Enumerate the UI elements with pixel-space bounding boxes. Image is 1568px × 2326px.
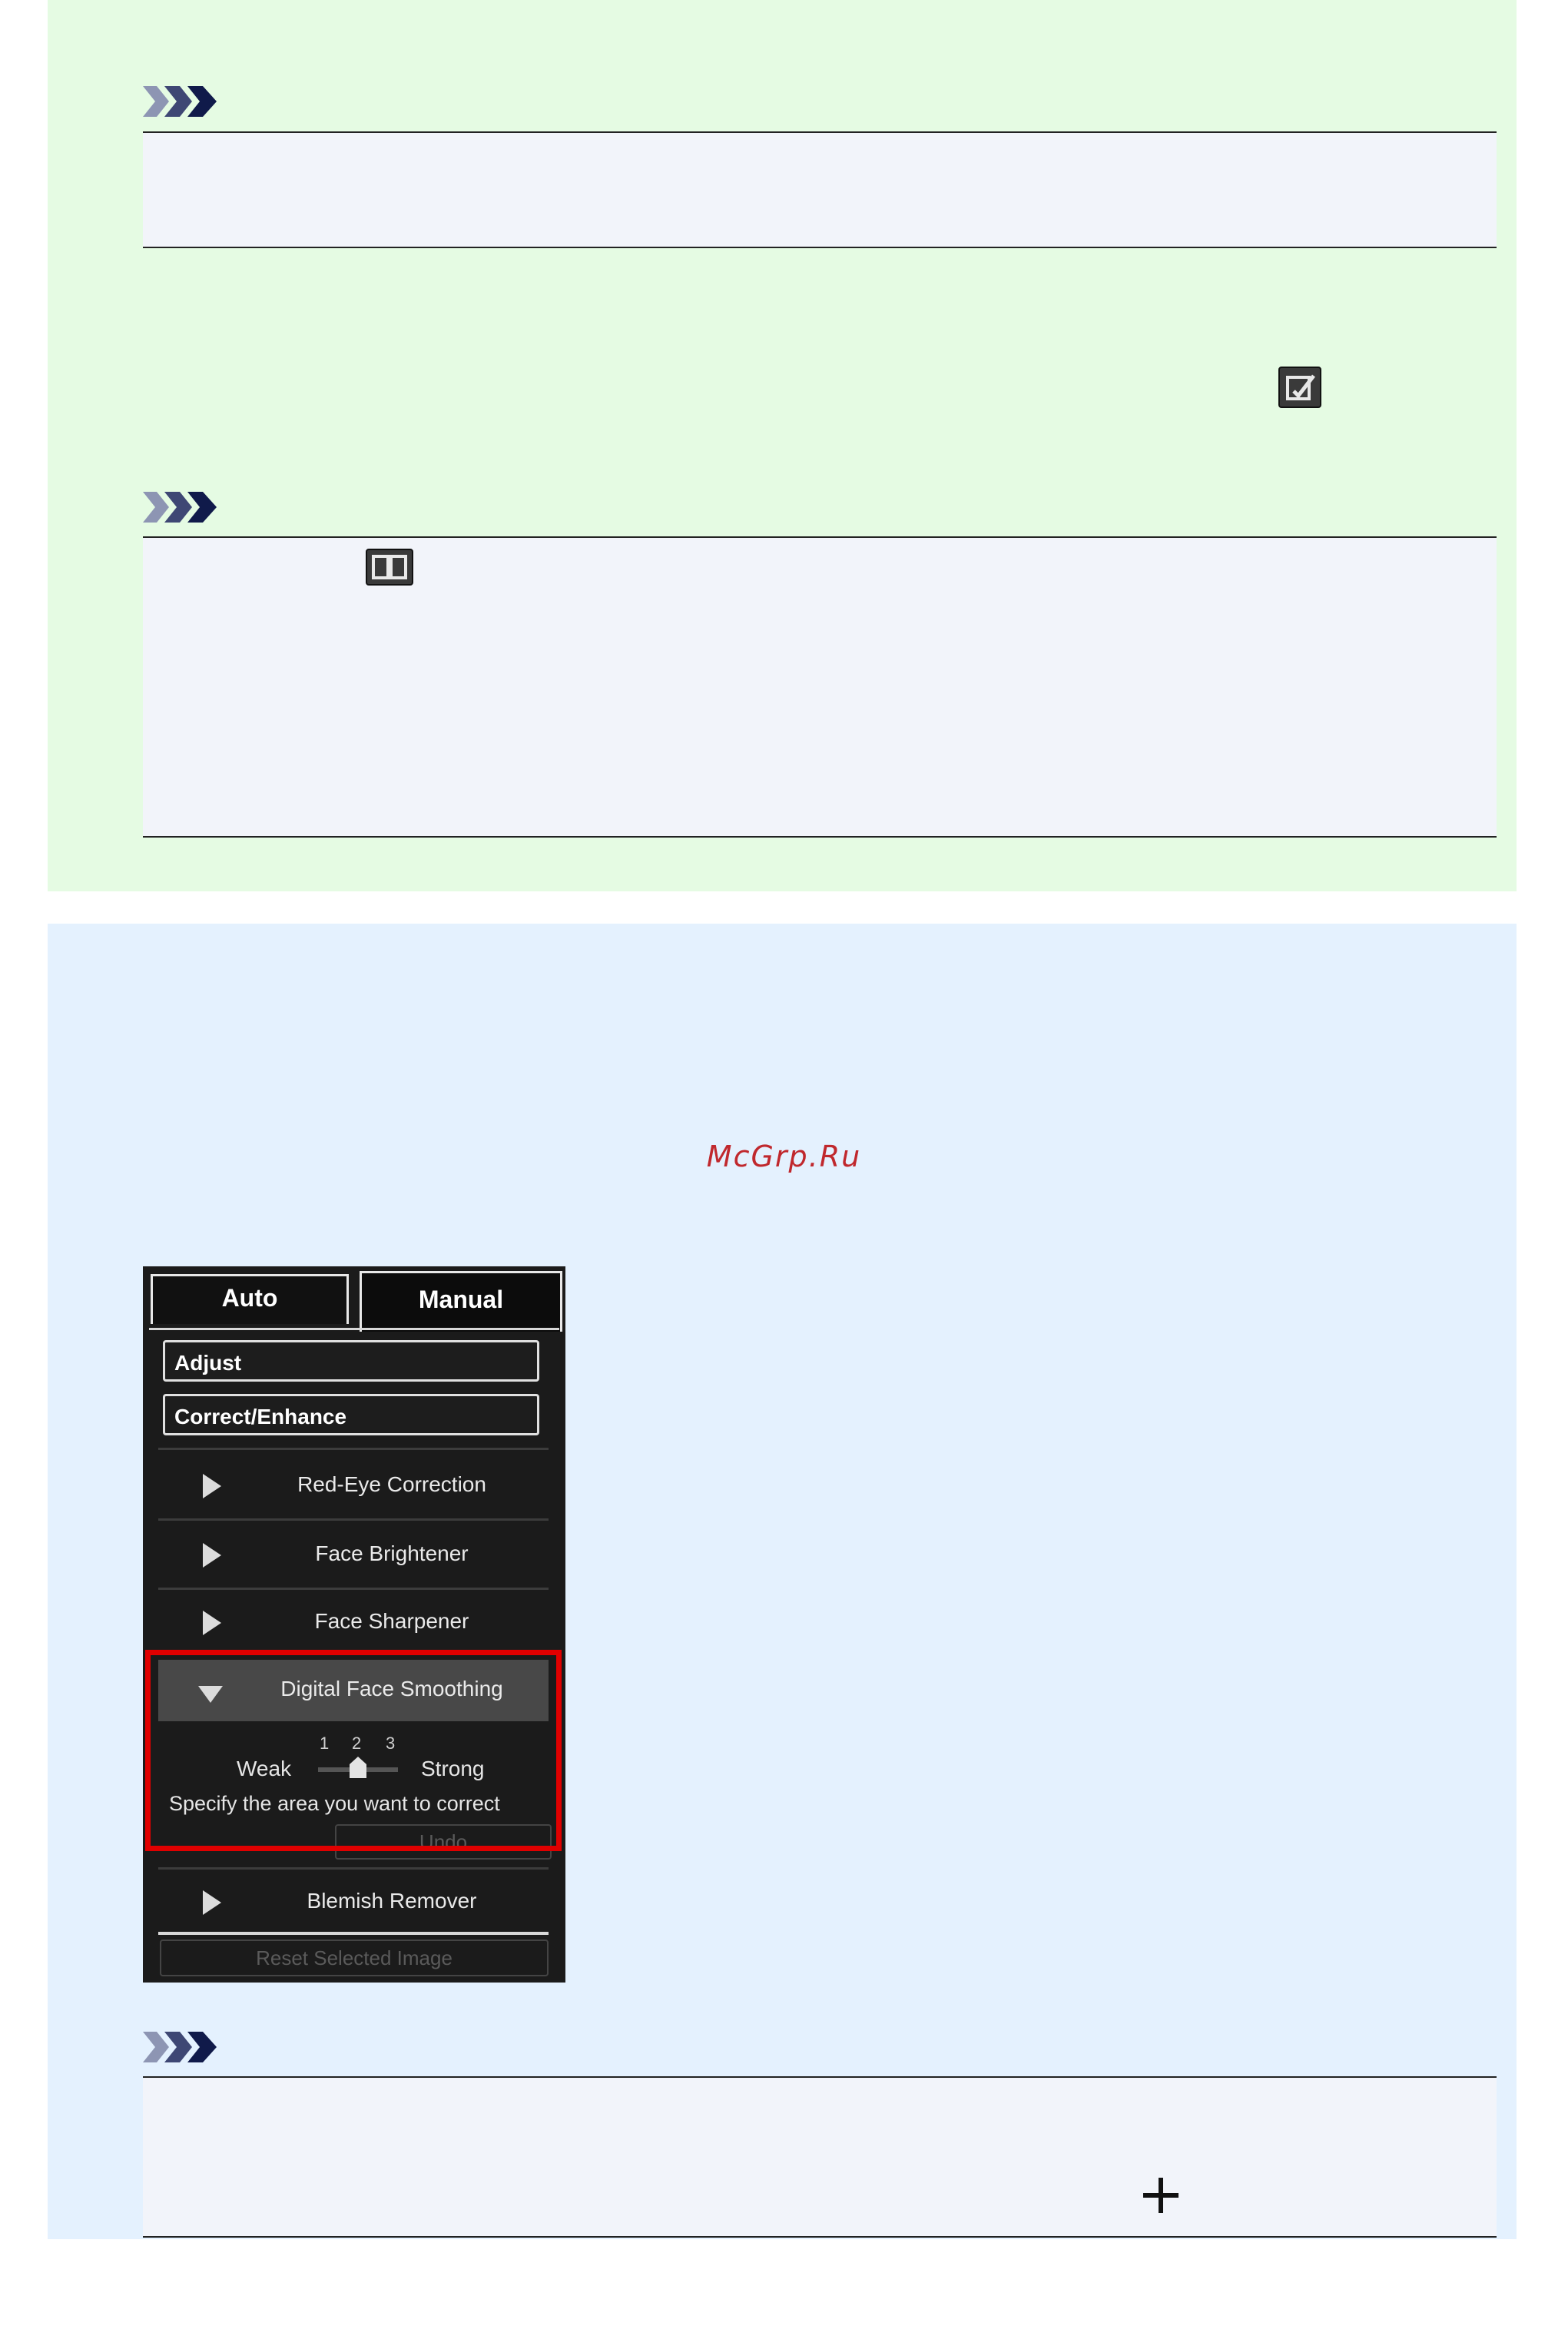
note-box [143,2076,1497,2238]
highlight-frame [145,1650,562,1851]
expand-arrow-icon [203,1543,221,1568]
compare-icon [366,549,413,586]
tab-auto[interactable]: Auto [151,1274,349,1324]
divider [158,1588,549,1590]
menu-item-digital-face-smoothing[interactable]: Digital Face Smoothing [158,1660,549,1721]
menu-item-red-eye-correction[interactable]: Red-Eye Correction [158,1455,549,1517]
watermark: McGrp.Ru [706,1140,862,1173]
crosshair-icon [1142,2176,1180,2215]
expand-arrow-icon [203,1890,221,1915]
note-icon [143,2030,220,2064]
slider-tick: 1 [320,1734,330,1753]
tab-manual[interactable]: Manual [360,1271,562,1332]
divider [158,1448,549,1450]
menu-item-face-brightener[interactable]: Face Brightener [158,1525,549,1586]
tab-baseline [149,1328,559,1330]
strong-label: Strong [421,1757,485,1780]
note-icon [143,490,220,524]
note-box [143,131,1497,248]
weak-label: Weak [237,1757,292,1780]
note-icon [143,85,220,118]
menu-item-face-sharpener[interactable]: Face Sharpener [158,1592,549,1654]
divider [158,1867,549,1870]
correct-enhance-button[interactable]: Correct/Enhance [163,1394,539,1435]
instruction-text: Specify the area you want to correct [169,1792,500,1815]
divider [158,1518,549,1521]
expand-arrow-icon [203,1474,221,1498]
slider-tick: 2 [352,1734,362,1753]
menu-item-blemish-remover[interactable]: Blemish Remover [158,1872,549,1933]
reset-selected-image-button[interactable]: Reset Selected Image [160,1939,549,1976]
undo-button[interactable]: Undo [335,1824,552,1860]
slider-tick: 3 [386,1734,396,1753]
correction-panel [143,1266,565,1983]
note-box [143,536,1497,838]
divider [158,1932,549,1935]
edit-icon [1278,367,1321,408]
expand-arrow-icon [203,1611,221,1635]
adjust-button[interactable]: Adjust [163,1340,539,1382]
